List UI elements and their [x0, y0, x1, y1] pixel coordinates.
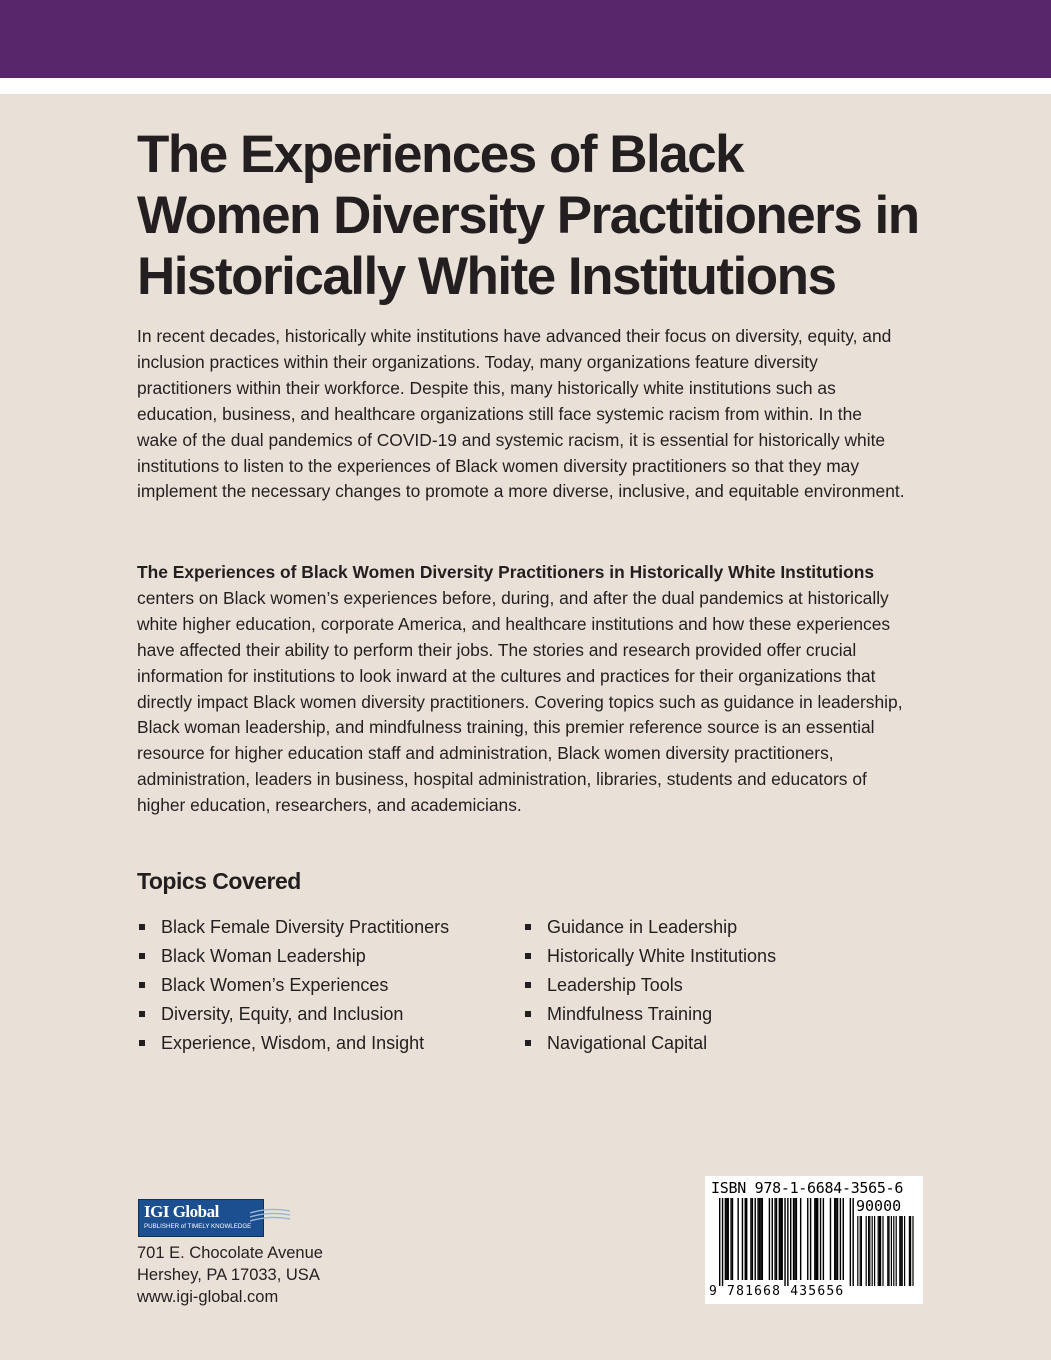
- book-title: [137, 124, 937, 307]
- topics-heading: Topics Covered: [137, 868, 301, 894]
- barcode-bar: [745, 1198, 746, 1280]
- topic-item: [137, 913, 449, 942]
- barcode-bar: [774, 1198, 775, 1280]
- barcode-bar: [810, 1198, 811, 1280]
- barcode-bar: [874, 1216, 875, 1286]
- barcode-bar: [757, 1198, 758, 1280]
- barcode-bar: [830, 1198, 831, 1280]
- barcode-bar: [857, 1216, 858, 1286]
- barcode-bar: [814, 1198, 815, 1280]
- barcode-bar: [896, 1216, 897, 1286]
- topic-label: Diversity, Equity, and Inclusion: [161, 1004, 404, 1024]
- barcode-bar: [787, 1198, 788, 1286]
- barcode-bar: [880, 1216, 881, 1286]
- barcode-bar: [899, 1216, 900, 1286]
- barcode-bar: [781, 1198, 782, 1280]
- barcode-bar: [800, 1198, 801, 1280]
- barcode-bar: [742, 1198, 743, 1280]
- barcode-bar: [816, 1198, 817, 1280]
- barcode-bar: [912, 1216, 913, 1286]
- barcode-bar: [796, 1198, 797, 1280]
- barcode-bar: [732, 1198, 733, 1280]
- barcode-bar: [760, 1198, 761, 1280]
- barcode-bar: [835, 1198, 836, 1280]
- barcode-bar: [722, 1198, 723, 1286]
- barcode-bar: [772, 1198, 773, 1280]
- square-bullet-icon: [525, 953, 531, 959]
- logo-swoosh-icon: [250, 1205, 290, 1227]
- barcode-bar: [882, 1216, 883, 1286]
- square-bullet-icon: [139, 953, 145, 959]
- barcode-bar: [869, 1216, 870, 1286]
- topic-item: [137, 971, 449, 1000]
- barcode-bar: [746, 1198, 747, 1280]
- topic-label: Historically White Institutions: [547, 946, 777, 966]
- publisher-website: www.igi-global.com: [137, 1288, 279, 1306]
- barcode-bar: [843, 1198, 844, 1280]
- barcode-bar: [726, 1198, 727, 1280]
- barcode-bar: [893, 1216, 894, 1286]
- publisher-address: [137, 1242, 323, 1308]
- barcode-bar: [737, 1198, 738, 1280]
- barcode-bar: [910, 1216, 911, 1286]
- barcode-bar: [904, 1216, 905, 1286]
- barcode-bar: [759, 1198, 760, 1280]
- barcode-bar: [850, 1198, 851, 1286]
- barcode-bar: [900, 1216, 901, 1286]
- header-color-band: [0, 0, 1051, 78]
- square-bullet-icon: [525, 1040, 531, 1046]
- barcode-bar: [860, 1216, 861, 1286]
- description-paragraph-1: In recent decades, historically white institutions have advanced their focus on diversity, equity, and inclusion practices within their organizations. Today, many organizations feature diversity practitioners within their workforce. Despite this, many historically white institutions such as education, business, and healthcare organizations still face systemic racism from within. In the wake of the dual pandemics of COVID-19 and systemic racism, it is essential for historically white institutions to listen to the experiences of Black women diversity practitioners so that they may implement the necessary changes to promote a more diverse, inclusive, and equitable environment.: [137, 326, 905, 502]
- barcode-bar: [837, 1198, 838, 1280]
- barcode-bar: [807, 1198, 808, 1280]
- isbn-barcode: [705, 1176, 923, 1304]
- square-bullet-icon: [525, 982, 531, 988]
- barcode-bar: [793, 1198, 794, 1280]
- barcode-bar: [719, 1198, 720, 1286]
- price-code: 90000: [856, 1197, 902, 1215]
- isbn-label: ISBN 978-1-6684-3565-6: [711, 1179, 904, 1197]
- topics-list-right: [523, 913, 776, 1058]
- topic-label: Mindfulness Training: [547, 1004, 713, 1024]
- topic-item: [523, 913, 776, 942]
- topic-label: Experience, Wisdom, and Insight: [161, 1033, 425, 1053]
- barcode-bar: [750, 1198, 751, 1280]
- topic-item: [137, 942, 449, 971]
- topic-label: Guidance in Leadership: [547, 917, 738, 937]
- square-bullet-icon: [139, 924, 145, 930]
- topic-item: [523, 1000, 776, 1029]
- barcode-bar: [794, 1198, 795, 1280]
- barcode-bar: [776, 1198, 777, 1280]
- publisher-logo-name: IGI Global: [144, 1202, 219, 1221]
- description-paragraph-2: [137, 560, 907, 819]
- barcode-bar: [779, 1198, 780, 1280]
- barcode-bar: [820, 1198, 821, 1280]
- ean-digits: 9 781668 435656: [709, 1284, 845, 1299]
- topic-label: Black Female Diversity Practitioners: [161, 917, 450, 937]
- barcode-bar: [780, 1198, 781, 1280]
- barcode-bar: [834, 1198, 835, 1280]
- barcode-bar: [790, 1198, 791, 1280]
- barcode-bar: [872, 1216, 873, 1286]
- barcode-bar: [784, 1198, 785, 1286]
- address-city: Hershey, PA 17033, USA: [137, 1266, 320, 1284]
- barcode-bar: [840, 1198, 841, 1280]
- address-street: 701 E. Chocolate Avenue: [137, 1244, 323, 1262]
- topic-item: [523, 971, 776, 1000]
- barcode-bar: [852, 1198, 853, 1286]
- square-bullet-icon: [525, 924, 531, 930]
- barcode-bar: [909, 1216, 910, 1286]
- barcode-bar: [755, 1198, 756, 1280]
- barcode-bar: [866, 1216, 867, 1286]
- publisher-logo: [138, 1199, 290, 1237]
- barcode-bar: [868, 1216, 869, 1286]
- publisher-logo-box: [138, 1199, 264, 1237]
- barcode-bar: [730, 1198, 731, 1280]
- square-bullet-icon: [139, 1011, 145, 1017]
- topic-label: Navigational Capital: [547, 1033, 708, 1053]
- barcode-bar: [902, 1216, 903, 1286]
- barcode-bar: [878, 1216, 879, 1286]
- barcode-bar: [725, 1198, 726, 1280]
- barcode-bar: [728, 1198, 729, 1280]
- barcode-bar: [762, 1198, 763, 1280]
- barcode-bar: [817, 1198, 818, 1280]
- barcode-bar: [769, 1198, 770, 1280]
- barcode-bar: [887, 1216, 888, 1286]
- barcode-bar: [823, 1198, 824, 1280]
- title-line-3: Historically White Institutions: [137, 247, 836, 306]
- title-line-1: The Experiences of Black: [137, 125, 744, 184]
- topic-item: [523, 942, 776, 971]
- square-bullet-icon: [139, 1040, 145, 1046]
- barcode-bar: [888, 1216, 889, 1286]
- publisher-logo-tagline: PUBLISHER of TIMELY KNOWLEDGE: [144, 1223, 252, 1230]
- topic-label: Black Woman Leadership: [161, 946, 366, 966]
- title-line-2: Women Diversity Practitioners in: [137, 186, 919, 245]
- topic-item: [523, 1029, 776, 1058]
- barcode-bar: [891, 1216, 892, 1286]
- description-book-title-bold: The Experiences of Black Women Diversity Practitioners in Historically White Institutions: [137, 562, 875, 582]
- barcode-bar: [752, 1198, 753, 1280]
- header-divider: [0, 78, 1051, 94]
- topics-list-left: [137, 913, 449, 1058]
- barcode-bar: [861, 1216, 862, 1286]
- barcode-bar: [879, 1216, 880, 1286]
- square-bullet-icon: [525, 1011, 531, 1017]
- topic-item: [137, 1029, 449, 1058]
- topic-label: Black Women’s Experiences: [161, 975, 389, 995]
- topic-label: Leadership Tools: [547, 975, 683, 995]
- square-bullet-icon: [139, 982, 145, 988]
- topic-item: [137, 1000, 449, 1029]
- description-paragraph-2-text: centers on Black women’s experiences before, during, and after the dual pandemics at historically white higher education, corporate America, and healthcare institutions and how these experiences have affected their ability to perform their jobs. The stories and research provided offer crucial information for institutions to look inward at the cultures and practices for their organizations that directly impact Black women diversity practitioners. Covering topics such as guidance in leadership, Black woman leadership, and mindfulness training, this premier reference source is an essential resource for higher education staff and administration, Black women diversity practitioners, administration, leaders in business, hospital administration, libraries, students and educators of higher education, researchers, and academicians.: [137, 587, 903, 816]
